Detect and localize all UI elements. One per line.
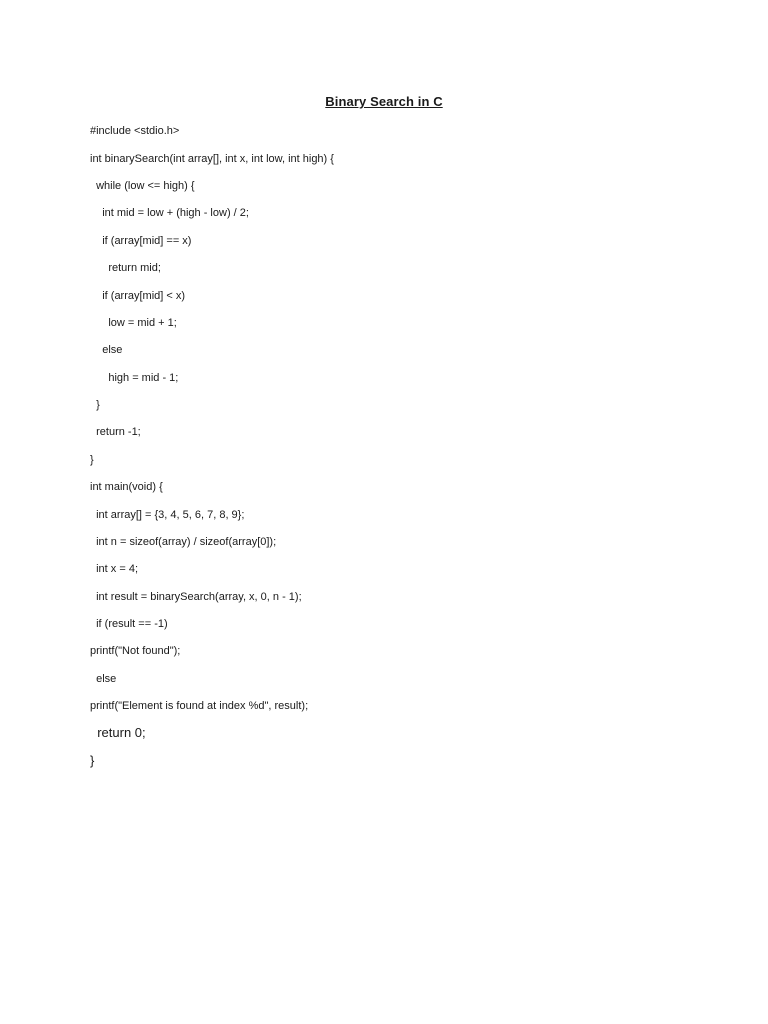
code-line-10: high = mid - 1; [90,372,179,384]
code-line-2: int binarySearch(int array[], int x, int low, int high) { [90,153,334,165]
code-line-19: if (result == -1) [90,618,168,630]
code-line-17: int x = 4; [90,563,138,575]
code-line-3: while (low <= high) { [90,180,195,192]
code-line-23: return 0; [90,725,146,740]
code-line-20: printf("Not found"); [90,645,181,657]
code-line-11: } [90,399,100,411]
code-line-8: low = mid + 1; [90,317,177,329]
code-line-4: int mid = low + (high - low) / 2; [90,207,249,219]
code-line-12: return -1; [90,426,141,438]
code-line-9: else [90,344,123,356]
code-line-15: int array[] = {3, 4, 5, 6, 7, 8, 9}; [90,509,245,521]
code-line-13: } [90,454,94,466]
code-line-5: if (array[mid] == x) [90,235,192,247]
code-line-21: else [90,673,117,685]
code-line-24: } [90,753,95,768]
code-line-22: printf("Element is found at index %d", result); [90,700,309,712]
code-line-16: int n = sizeof(array) / sizeof(array[0]); [90,536,277,548]
code-line-14: int main(void) { [90,481,163,493]
code-line-18: int result = binarySearch(array, x, 0, n - 1); [90,591,302,603]
code-line-1: #include <stdio.h> [90,125,180,137]
code-line-6: return mid; [90,262,161,274]
code-line-7: if (array[mid] < x) [90,290,186,302]
document-title: Binary Search in C [325,94,443,109]
